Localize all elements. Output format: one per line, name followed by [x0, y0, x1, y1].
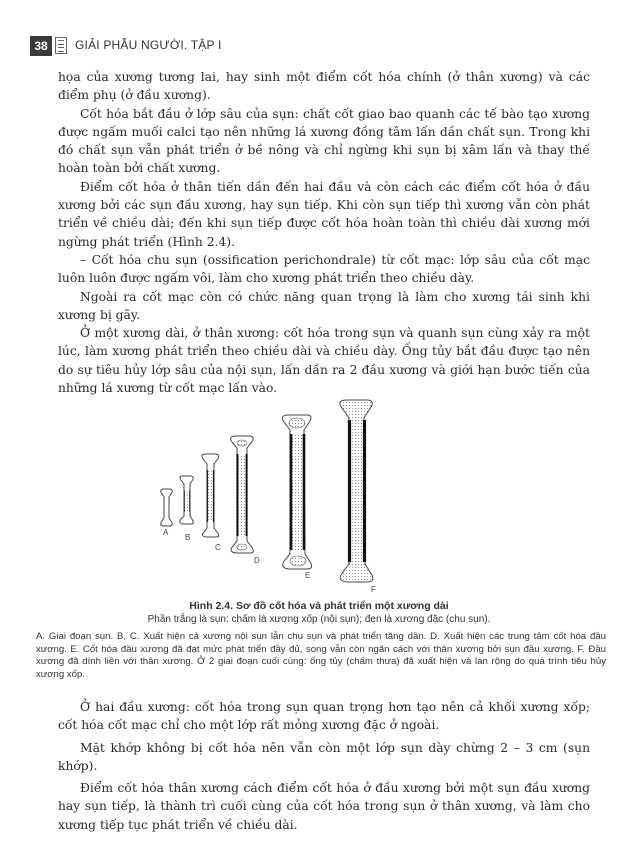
bone-e-icon — [282, 415, 311, 569]
paragraph: Mặt khớp không bị cốt hóa nên vẫn còn một lớp sụn dày chừng 2 – 3 cm (sụn khớp). — [58, 740, 590, 773]
paragraph: Ngoài ra cốt mạc còn có chức năng quan trọng là làm cho xương tái sinh khi xương bị gãy. — [58, 289, 590, 322]
paragraph: Cốt hóa bắt đầu ở lớp sâu của sụn: chất cốt giao bao quanh các tế bào tạo xương được ngấm muối calci tạo nên những lá xương đồng tâm lấn dần chất sụn. Trong khi đó chất sụn vẫn phát triển ở bề nông và chỉ ngừng khi sụn bị xâm lấn và thay thế hoàn toàn bởi chất xương. — [58, 106, 590, 176]
figure-label-b: B — [185, 533, 191, 542]
figure-label-e: E — [305, 571, 311, 580]
page-number: 38 — [30, 36, 52, 56]
bone-a-icon — [161, 489, 173, 526]
figure-caption-subtitle: Phần trắng là sụn: chấm là xương xốp (nội sụn); đen là xương đặc (chu sụn). — [147, 614, 491, 625]
figure-label-a: A — [163, 528, 169, 537]
figure-caption-title: Hình 2.4. Sơ đồ cốt hóa và phát triển một xương dài — [189, 600, 449, 612]
bone-d-icon — [231, 436, 254, 553]
bone-ossification-figure — [150, 398, 420, 600]
body-text-bottom — [58, 698, 590, 834]
figure-label-d: D — [254, 556, 260, 565]
bone-c-icon — [202, 454, 219, 537]
figure-label-f: F — [371, 585, 376, 594]
paragraph: Điểm cốt hóa ở thân tiến dần đến hai đầu và còn cách các điểm cốt hóa ở đầu xương bởi các sụn đầu xương, hay sụn tiếp. Khi còn sụn tiếp thì xương vẫn còn phát triển về chiều dài; đến khi sụn tiếp được cốt hóa hoàn toàn thì chiều dài xương mới ngừng phát triển (Hình 2.4). — [58, 179, 590, 249]
paragraph: Điểm cốt hóa thân xương cách điểm cốt hóa ở đầu xương bởi một sụn đầu xương hay sụn tiếp, là thành trì cuối cùng của cốt hóa trong sụn ở thân xương, và làm cho xương tiếp tục phát triển về chiều dài. — [58, 781, 590, 832]
running-title: GIẢI PHẪU NGƯỜI. TẬP I — [75, 38, 222, 52]
page-header — [30, 36, 610, 58]
figure-caption-body: A. Giai đoạn sụn. B, C. Xuất hiện cả xương nội sụn lẫn chu sụn và phát triển tăng dần. D. Xuất hiện các trung tâm cốt hóa đầu xương. E. Cốt hóa đầu xương đã đạt mức phát triển đầy đủ, song vẫn còn ngăn cách với thân xương bởi sụn đầu xương. F. Đầu xương đã dính liền với thân xương. Ở 2 giai đoạn cuối cùng: ống tủy (chấm thưa) đã xuất hiện và lan rộng do quá trình tiêu hủy xương xốp. — [36, 631, 606, 680]
paragraph: – Cốt hóa chu sụn (ossification perichondrale) từ cốt mạc: lớp sâu của cốt mạc luôn luôn được ngấm vôi, làm cho xương phát triển theo chiều dày. — [58, 252, 590, 286]
figure-label-c: C — [215, 543, 221, 552]
paragraph: Ở một xương dài, ở thân xương: cốt hóa trong sụn và quanh sụn cùng xảy ra một lúc, làm xương phát triển theo chiều dài và chiều dày. Ống tủy bắt đầu được tạo nên do sự tiêu hủy lớp sâu của nội sụn, lấn dần ra 2 đầu xương và giới hạn bước tiến của những lá xương từ cốt mạc lấn vào. — [58, 326, 590, 396]
paragraph: họa của xương tương lai, hay sinh một điểm cốt hóa chính (ở thân xương) và các điểm phụ (ở đầu xương). — [58, 70, 590, 103]
bone-f-icon — [340, 400, 373, 582]
book-logo-icon — [55, 37, 67, 54]
bone-b-icon — [180, 476, 193, 524]
paragraph: Ở hai đầu xương: cốt hóa trong sụn quan trọng hơn tạo nên cả khối xương xốp; cốt hóa cốt mạc chỉ cho một lớp rất mỏng xương đặc ở ngoài. — [58, 700, 590, 733]
body-text-top — [58, 68, 590, 397]
